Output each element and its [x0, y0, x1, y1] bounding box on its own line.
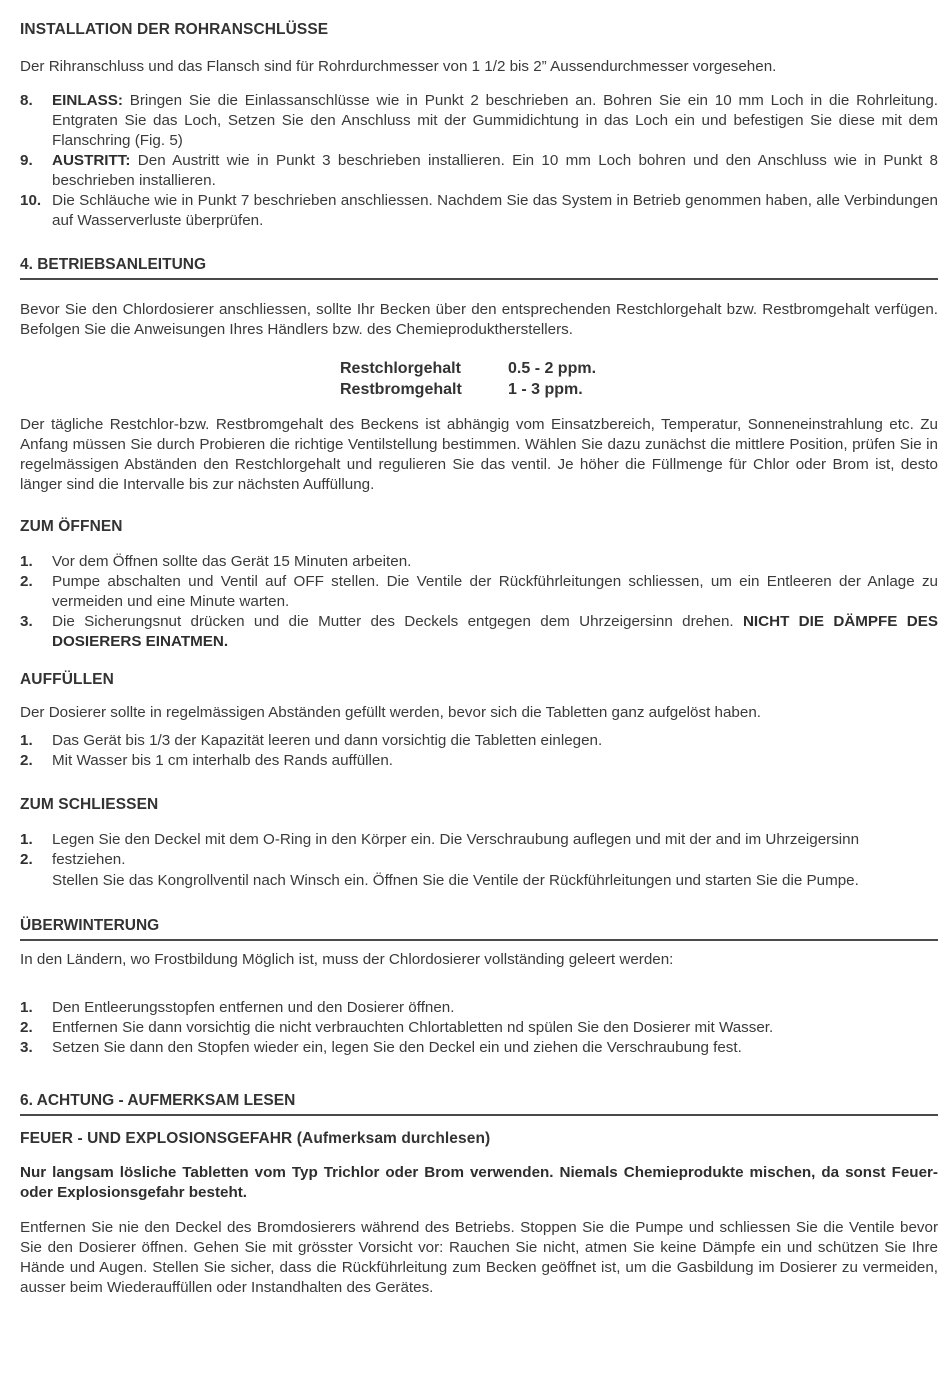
item-lead: EINLASS:	[52, 92, 123, 109]
item-lead: AUSTRITT:	[52, 152, 131, 169]
winter-intro: In den Ländern, wo Frostbildung Möglich ist, muss der Chlordosierer vollständing geleert werden:	[20, 951, 674, 968]
section-betriebsanleitung	[20, 255, 938, 280]
achtung-warning: Nur langsam lösliche Tabletten vom Typ Trichlor oder Brom verwenden. Niemals Chemieprodukte mischen, da sonst Feuer- oder Explosionsgefahr besteht.	[20, 1164, 938, 1201]
item-text: Bringen Sie die Einlassanschlüsse wie in Punkt 2 beschrieben an. Bohren Sie ein 10 mm Loch in die Rohrleitung. Entgraten Sie das Loch, Setzen Sie den Anschluss mit der Gummidichtung in das Loch ein und befestigen Sie diese mit dem Flanschring (Fig. 5)	[52, 92, 938, 149]
item-number: 3.	[20, 613, 33, 630]
winter-list	[20, 998, 938, 1058]
item-text: Den Entleerungsstopfen entfernen und den Dosierer öffnen.	[52, 999, 455, 1016]
list-item	[20, 612, 938, 652]
item-number: 10.	[20, 192, 42, 209]
item-number: 8.	[20, 92, 33, 109]
section-title: ZUM SCHLIESSEN	[20, 796, 159, 813]
section-title: ZUM ÖFFNEN	[20, 518, 123, 535]
installation-list	[20, 91, 938, 231]
list-item	[20, 91, 938, 151]
section-schliessen	[20, 795, 938, 815]
section-installation	[20, 20, 938, 40]
item-text: Pumpe abschalten und Ventil auf OFF stellen. Die Ventile der Rückführleitungen schliessen, um ein Entleeren der Anlage zu vermeiden und eine Minute warten.	[52, 573, 938, 610]
oeffnen-list	[20, 552, 938, 652]
auffuellen-intro: Der Dosierer sollte in regelmässigen Abständen gefüllt werden, bevor sich die Tabletten ganz aufgelöst haben.	[20, 704, 761, 721]
level-value: 0.5 - 2 ppm.	[508, 360, 597, 377]
list-item	[20, 552, 938, 572]
item-number: 2.	[20, 1019, 33, 1036]
list-item	[20, 998, 938, 1018]
auffuellen-steps	[20, 731, 938, 771]
level-value: 1 - 3 ppm.	[508, 381, 583, 398]
auffuellen-list	[20, 731, 938, 771]
winter-steps	[20, 998, 938, 1058]
list-item	[20, 572, 938, 612]
section-title: INSTALLATION DER ROHRANSCHLÜSSE	[20, 21, 329, 38]
item-text: Vor dem Öffnen sollte das Gerät 15 Minuten arbeiten.	[52, 553, 412, 570]
section-achtung	[20, 1091, 938, 1116]
installation-intro-block	[20, 57, 938, 77]
list-item	[20, 1018, 938, 1038]
list-item	[20, 1038, 938, 1058]
list-item	[20, 191, 938, 231]
item-text: Entfernen Sie dann vorsichtig die nicht verbrauchten Chlortabletten nd spülen Sie den Dosierer mit Wasser.	[52, 1019, 774, 1036]
achtung-warning-block	[20, 1163, 938, 1203]
schliessen-line-3: Stellen Sie das Kongrollventil nach Winsch ein. Öffnen Sie die Ventile der Rückführleitungen und starten Sie die Pumpe.	[52, 872, 859, 889]
schliessen-list	[20, 830, 938, 890]
section-ueberwinterung	[20, 916, 938, 941]
levels-table-wrap	[340, 358, 616, 400]
item-text: Den Austritt wie in Punkt 3 beschrieben installieren. Ein 10 mm Loch bohren und den Anschluss wie in Punkt 8 beschrieben installieren.	[52, 152, 938, 189]
achtung-body: Entfernen Sie nie den Deckel des Bromdosierers während des Betriebs. Stoppen Sie die Pumpe und schliessen Sie die Ventile bevor Sie den Dosierer öffnen. Gehen Sie mit grösster Vorsicht vor: Rauchen Sie nicht, atmen Sie keine Dämpfe ein und schützen Sie Ihre Hände und Augen. Stellen Sie sicher, dass die Rückführleitung zum Becken geöffnet ist, um die Gasbildung im Dosierer zu vermeiden, ausser beim Wiederauffüllen oder Instandhalten des Gerätes.	[20, 1219, 938, 1296]
achtung-subtitle: FEUER - UND EXPLOSIONSGEFAHR (Aufmerksam durchlesen)	[20, 1130, 491, 1147]
item-number: 9.	[20, 152, 33, 169]
item-number: 1.	[20, 999, 33, 1016]
installation-intro: Der Rihranschluss und das Flansch sind für Rohrdurchmesser von 1 1/2 bis 2” Aussendurchmesser vorgesehen.	[20, 58, 777, 75]
item-text: Die Schläuche wie in Punkt 7 beschrieben anschliessen. Nachdem Sie das System in Betrieb genommen haben, alle Verbindungen auf Wasserverluste überprüfen.	[52, 192, 938, 229]
installation-steps	[20, 91, 938, 231]
schliessen-line-2: festziehen.	[52, 851, 126, 868]
section-oeffnen	[20, 517, 938, 537]
levels-table	[340, 358, 616, 400]
item-number: 2.	[20, 851, 33, 868]
schliessen-steps	[20, 830, 938, 890]
item-text: Das Gerät bis 1/3 der Kapazität leeren und dann vorsichtig die Tabletten einlegen.	[52, 732, 603, 749]
betrieb-intro: Bevor Sie den Chlordosierer anschliessen, sollte Ihr Becken über den entsprechenden Restchlorgehalt bzw. Restbromgehalt verfügen. Befolgen Sie die Anweisungen Ihres Händlers bzw. des Chemieproduktherstellers.	[20, 301, 938, 338]
item-number: 2.	[20, 752, 33, 769]
auffuellen-intro-block	[20, 703, 938, 723]
item-text: Setzen Sie dann den Stopfen wieder ein, legen Sie den Deckel ein und ziehen die Verschraubung fest.	[52, 1039, 742, 1056]
winter-intro-block	[20, 950, 938, 970]
list-item	[20, 151, 938, 191]
section-auffuellen	[20, 670, 938, 690]
table-row	[340, 358, 616, 379]
betrieb-body: Der tägliche Restchlor-bzw. Restbromgehalt des Beckens ist abhängig vom Einsatzbereich, Temperatur, Sonneneinstrahlung etc. Zu Anfang müssen Sie durch Probieren die richtige Ventilstellung bestimmen. Wählen Sie dazu zunächst die mittlere Position, prüfen Sie in regelmässigen Abständen den Restchlorgehalt und regulieren Sie das ventil. Je höher die Füllmenge für Chlor oder Brom ist, desto länger sind die Intervalle bis zur nächsten Auffüllung.	[20, 416, 938, 493]
item-text: Mit Wasser bis 1 cm interhalb des Rands auffüllen.	[52, 752, 394, 769]
section-title: 4. BETRIEBSANLEITUNG	[20, 255, 938, 280]
betrieb-body-block	[20, 415, 938, 495]
section-title: ÜBERWINTERUNG	[20, 916, 938, 941]
achtung-body-block	[20, 1218, 938, 1298]
item-number: 2.	[20, 573, 33, 590]
item-number: 1.	[20, 553, 33, 570]
section-title: 6. ACHTUNG - AUFMERKSAM LESEN	[20, 1091, 938, 1116]
section-title: AUFFÜLLEN	[20, 671, 114, 688]
item-text: Die Sicherungsnut drücken und die Mutter des Deckels entgegen dem Uhrzeigersinn drehen.	[52, 613, 734, 630]
level-label: Restbromgehalt	[340, 381, 462, 398]
item-warning: NICHT DIE DÄMPFE DES DOSIERERS EINATMEN.	[52, 613, 938, 650]
item-number: 3.	[20, 1039, 33, 1056]
item-number: 1.	[20, 732, 33, 749]
item-number: 1.	[20, 831, 33, 848]
schliessen-line-1: Legen Sie den Deckel mit dem O-Ring in den Körper ein. Die Verschraubung auflegen und mit der and im Uhrzeigersinn	[52, 831, 860, 848]
list-item	[20, 731, 938, 751]
achtung-subtitle-block	[20, 1129, 938, 1149]
list-item	[20, 751, 938, 771]
level-label: Restchlorgehalt	[340, 360, 461, 377]
table-row	[340, 379, 616, 400]
oeffnen-steps	[20, 552, 938, 652]
betrieb-intro-block	[20, 300, 938, 340]
